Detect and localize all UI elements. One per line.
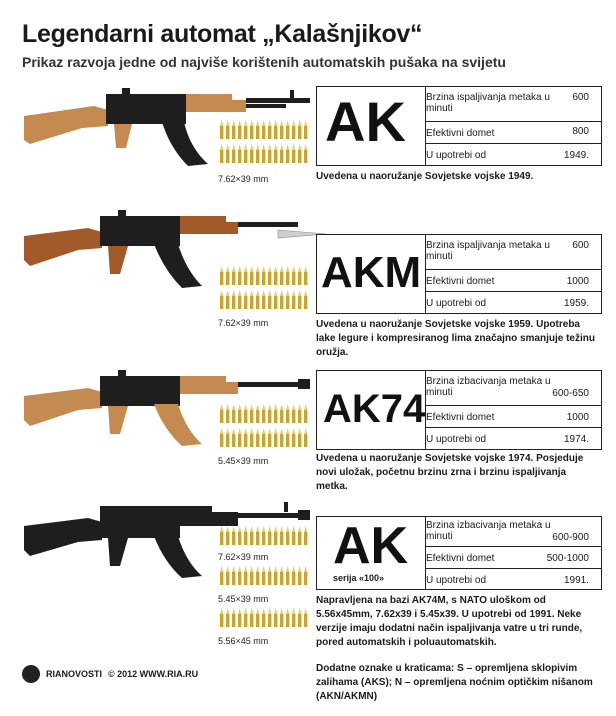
cartridge-icon: [244, 144, 247, 163]
ak74-service-value: 1974.: [563, 434, 589, 445]
cartridge-icon: [250, 290, 253, 309]
ak-range-label: Efektivni domet: [426, 128, 495, 139]
cartridge-icon: [238, 566, 241, 585]
ak100-caliber-label-3: 5.56×45 mm: [218, 636, 269, 646]
cartridge-icon: [256, 266, 259, 285]
akm-caliber-label: 7.62×39 mm: [218, 318, 269, 328]
cartridge-icon: [226, 266, 229, 285]
cartridge-icon: [244, 566, 247, 585]
ak-note: Uvedena u naoružanje Sovjetske vojske 1949.: [316, 171, 534, 182]
cartridge-icon: [262, 266, 265, 285]
ak74-rate-label: Brzina izbacivanja metaka u minuti: [426, 376, 551, 398]
cartridge-icon: [238, 404, 241, 423]
ak100-cartridges-3: [218, 606, 310, 628]
cartridge-icon: [292, 566, 295, 585]
cartridge-icon: [286, 120, 289, 139]
cartridge-icon: [274, 526, 277, 545]
cartridge-icon: [250, 428, 253, 447]
cartridge-icon: [298, 144, 301, 163]
cartridge-icon: [268, 266, 271, 285]
cartridge-icon: [304, 428, 307, 447]
cartridge-icon: [280, 290, 283, 309]
cartridge-icon: [298, 266, 301, 285]
cartridge-icon: [292, 526, 295, 545]
cartridge-icon: [226, 404, 229, 423]
akm-service-value: 1959.: [563, 298, 589, 309]
cartridge-icon: [298, 526, 301, 545]
cartridge-icon: [232, 526, 235, 545]
ak-service-label: U upotrebi od: [426, 150, 487, 161]
cartridge-icon: [262, 428, 265, 447]
ak100-note: Napravljena na bazi AK74M, s NATO uloškom od 5.56x45mm, 7.62x39 i 5.45x39. U upotrebi od 1991. Neke verzije imaju dodatni način ispaljivanja vatre u tri runde, pored automatskih i poluautomatskih.: [316, 595, 583, 648]
ak100-caliber-label-1: 7.62×39 mm: [218, 552, 269, 562]
cartridge-icon: [280, 608, 283, 627]
cartridge-icon: [286, 144, 289, 163]
cartridge-icon: [286, 566, 289, 585]
ak100-range-value: 500-1000: [546, 553, 589, 564]
cartridge-icon: [280, 428, 283, 447]
cartridge-icon: [292, 404, 295, 423]
cartridge-icon: [244, 608, 247, 627]
cartridge-icon: [220, 290, 223, 309]
cartridge-icon: [220, 428, 223, 447]
ak74-rate-value: 600-650: [552, 388, 589, 399]
rifle-section-ak74: [0, 364, 616, 496]
cartridge-icon: [250, 608, 253, 627]
cartridge-icon: [262, 608, 265, 627]
cartridge-icon: [238, 120, 241, 139]
cartridge-icon: [268, 290, 271, 309]
cartridge-icon: [220, 526, 223, 545]
cartridge-icon: [256, 608, 259, 627]
cartridge-icon: [262, 290, 265, 309]
cartridge-icon: [238, 290, 241, 309]
cartridge-icon: [292, 144, 295, 163]
cartridge-icon: [238, 266, 241, 285]
cartridge-icon: [238, 428, 241, 447]
cartridge-icon: [220, 404, 223, 423]
cartridge-icon: [256, 566, 259, 585]
cartridge-icon: [292, 608, 295, 627]
cartridge-icon: [280, 144, 283, 163]
ak74-cartridges: [218, 402, 310, 448]
cartridge-icon: [250, 404, 253, 423]
cartridge-icon: [244, 526, 247, 545]
cartridge-icon: [232, 266, 235, 285]
cartridge-icon: [238, 144, 241, 163]
akm-rate-label: Brzina ispaljivanja metaka u minuti: [426, 240, 550, 262]
cartridge-icon: [268, 608, 271, 627]
cartridge-icon: [262, 526, 265, 545]
rifle-section-ak: [0, 82, 616, 192]
cartridge-icon: [250, 120, 253, 139]
cartridge-icon: [280, 266, 283, 285]
cartridge-icon: [298, 120, 301, 139]
cartridge-icon: [244, 266, 247, 285]
cartridge-icon: [238, 526, 241, 545]
ak-service-value: 1949.: [563, 150, 589, 161]
cartridge-icon: [274, 404, 277, 423]
ak100-caliber-label-2: 5.45×39 mm: [218, 594, 269, 604]
cartridge-icon: [232, 608, 235, 627]
ak-specs: [425, 87, 601, 165]
cartridge-icon: [292, 120, 295, 139]
cartridge-icon: [280, 404, 283, 423]
cartridge-icon: [232, 144, 235, 163]
cartridge-icon: [274, 566, 277, 585]
cartridge-icon: [220, 120, 223, 139]
cartridge-icon: [262, 144, 265, 163]
page-subtitle: Prikaz razvoja jedne od najviše korištenih automatskih pušaka na svijetu: [22, 54, 506, 70]
cartridge-icon: [256, 144, 259, 163]
cartridge-icon: [274, 266, 277, 285]
cartridge-icon: [232, 428, 235, 447]
akm-name-box: [316, 234, 602, 314]
rifle-section-ak100: [0, 500, 616, 660]
akm-rate-value: 600: [572, 240, 589, 251]
ak-rate-label: Brzina ispaljivanja metaka u minuti: [426, 92, 550, 114]
cartridge-icon: [292, 290, 295, 309]
ak100-cartridges-2: [218, 564, 310, 586]
cartridge-icon: [232, 404, 235, 423]
cartridge-icon: [262, 566, 265, 585]
cartridge-icon: [268, 428, 271, 447]
cartridge-icon: [304, 144, 307, 163]
cartridge-icon: [226, 566, 229, 585]
cartridge-icon: [268, 404, 271, 423]
ak100-series-label: serija «100»: [333, 573, 385, 583]
akm-range-value: 1000: [566, 276, 589, 287]
ria-logo-icon: [22, 665, 40, 683]
ak100-rate-label: Brzina izbacivanja metaka u minuti: [426, 520, 551, 542]
cartridge-icon: [274, 120, 277, 139]
cartridge-icon: [220, 566, 223, 585]
cartridge-icon: [298, 290, 301, 309]
cartridge-icon: [286, 290, 289, 309]
cartridge-icon: [256, 404, 259, 423]
ria-logo-text: RIANOVOSTI: [46, 669, 103, 679]
cartridge-icon: [256, 120, 259, 139]
cartridge-icon: [286, 608, 289, 627]
cartridge-icon: [238, 608, 241, 627]
cartridge-icon: [244, 290, 247, 309]
cartridge-icon: [304, 526, 307, 545]
cartridge-icon: [256, 290, 259, 309]
cartridge-icon: [274, 428, 277, 447]
ak100-service-label: U upotrebi od: [426, 575, 487, 586]
abbreviations-note: Dodatne oznake u kraticama: S – opremljena sklopivim zalihama (AKS); N – opremljena noćnim optičkim nišanom (AKN/AKMN): [316, 663, 593, 702]
cartridge-icon: [268, 144, 271, 163]
akm-range-label: Efektivni domet: [426, 276, 495, 287]
cartridge-icon: [244, 120, 247, 139]
ak100-specs: [425, 517, 601, 589]
cartridge-icon: [250, 566, 253, 585]
cartridge-icon: [298, 428, 301, 447]
cartridge-icon: [298, 566, 301, 585]
rifle-section-akm: [0, 204, 616, 358]
akm-note: Uvedena u naoružanje Sovjetske vojske 1959. Upotreba lake legure i kompresiranog lima značajno smanjuje težinu oružja.: [316, 319, 595, 358]
ak74-name-box: [316, 370, 602, 450]
ak100-range-label: Efektivni domet: [426, 553, 495, 564]
ak74-model-name: AK74: [323, 387, 426, 431]
ak-range-value: 800: [572, 126, 589, 137]
ak100-cartridges-1: [218, 524, 310, 546]
ak-name-box: [316, 86, 602, 166]
ak74-specs: [425, 371, 601, 449]
cartridge-icon: [244, 428, 247, 447]
ak100-service-value: 1991.: [563, 575, 589, 586]
cartridge-icon: [274, 608, 277, 627]
cartridge-icon: [226, 608, 229, 627]
cartridge-icon: [292, 266, 295, 285]
cartridge-icon: [262, 120, 265, 139]
cartridge-icon: [220, 144, 223, 163]
cartridge-icon: [244, 404, 247, 423]
cartridge-icon: [250, 526, 253, 545]
cartridge-icon: [226, 144, 229, 163]
ak100-model-name: AK: [333, 517, 409, 575]
cartridge-icon: [262, 404, 265, 423]
ak74-range-value: 1000: [566, 412, 589, 423]
ak-caliber-label: 7.62×39 mm: [218, 174, 269, 184]
akm-cartridges: [218, 264, 310, 310]
cartridge-icon: [298, 608, 301, 627]
cartridge-icon: [232, 566, 235, 585]
cartridge-icon: [286, 266, 289, 285]
cartridge-icon: [280, 526, 283, 545]
cartridge-icon: [250, 144, 253, 163]
ak74-caliber-label: 5.45×39 mm: [218, 456, 269, 466]
cartridge-icon: [292, 428, 295, 447]
cartridge-icon: [298, 404, 301, 423]
ak74-service-label: U upotrebi od: [426, 434, 487, 445]
akm-model-name: AKM: [321, 248, 422, 297]
ak-model-name: AK: [325, 90, 406, 153]
akm-specs: [425, 235, 601, 313]
cartridge-icon: [280, 120, 283, 139]
cartridge-icon: [232, 120, 235, 139]
cartridge-icon: [280, 566, 283, 585]
cartridge-icon: [286, 404, 289, 423]
cartridge-icon: [226, 526, 229, 545]
ak74-note: Uvedena u naoružanje Sovjetske vojske 1974. Posjeduje novi uložak, početnu brzinu zrna i brzinu ispaljivanja metka.: [316, 453, 584, 492]
cartridge-icon: [304, 266, 307, 285]
ak100-rate-value: 600-900: [552, 532, 589, 543]
cartridge-icon: [256, 428, 259, 447]
cartridge-icon: [304, 404, 307, 423]
ak-rate-value: 600: [572, 92, 589, 103]
cartridge-icon: [268, 566, 271, 585]
ak-cartridges: [218, 118, 310, 164]
page-title: Legendarni automat „Kalašnjikov“: [22, 20, 423, 48]
cartridge-icon: [268, 526, 271, 545]
cartridge-icon: [274, 144, 277, 163]
cartridge-icon: [286, 428, 289, 447]
akm-service-label: U upotrebi od: [426, 298, 487, 309]
cartridge-icon: [268, 120, 271, 139]
ak100-name-box: [316, 516, 602, 590]
cartridge-icon: [274, 290, 277, 309]
cartridge-icon: [304, 290, 307, 309]
cartridge-icon: [226, 290, 229, 309]
ria-logo: [22, 665, 198, 683]
cartridge-icon: [226, 428, 229, 447]
cartridge-icon: [304, 608, 307, 627]
cartridge-icon: [220, 608, 223, 627]
copyright-text: © 2012 WWW.RIA.RU: [108, 669, 199, 679]
cartridge-icon: [226, 120, 229, 139]
cartridge-icon: [256, 526, 259, 545]
cartridge-icon: [304, 120, 307, 139]
cartridge-icon: [286, 526, 289, 545]
ak74-range-label: Efektivni domet: [426, 412, 495, 423]
cartridge-icon: [232, 290, 235, 309]
cartridge-icon: [220, 266, 223, 285]
cartridge-icon: [250, 266, 253, 285]
cartridge-icon: [304, 566, 307, 585]
